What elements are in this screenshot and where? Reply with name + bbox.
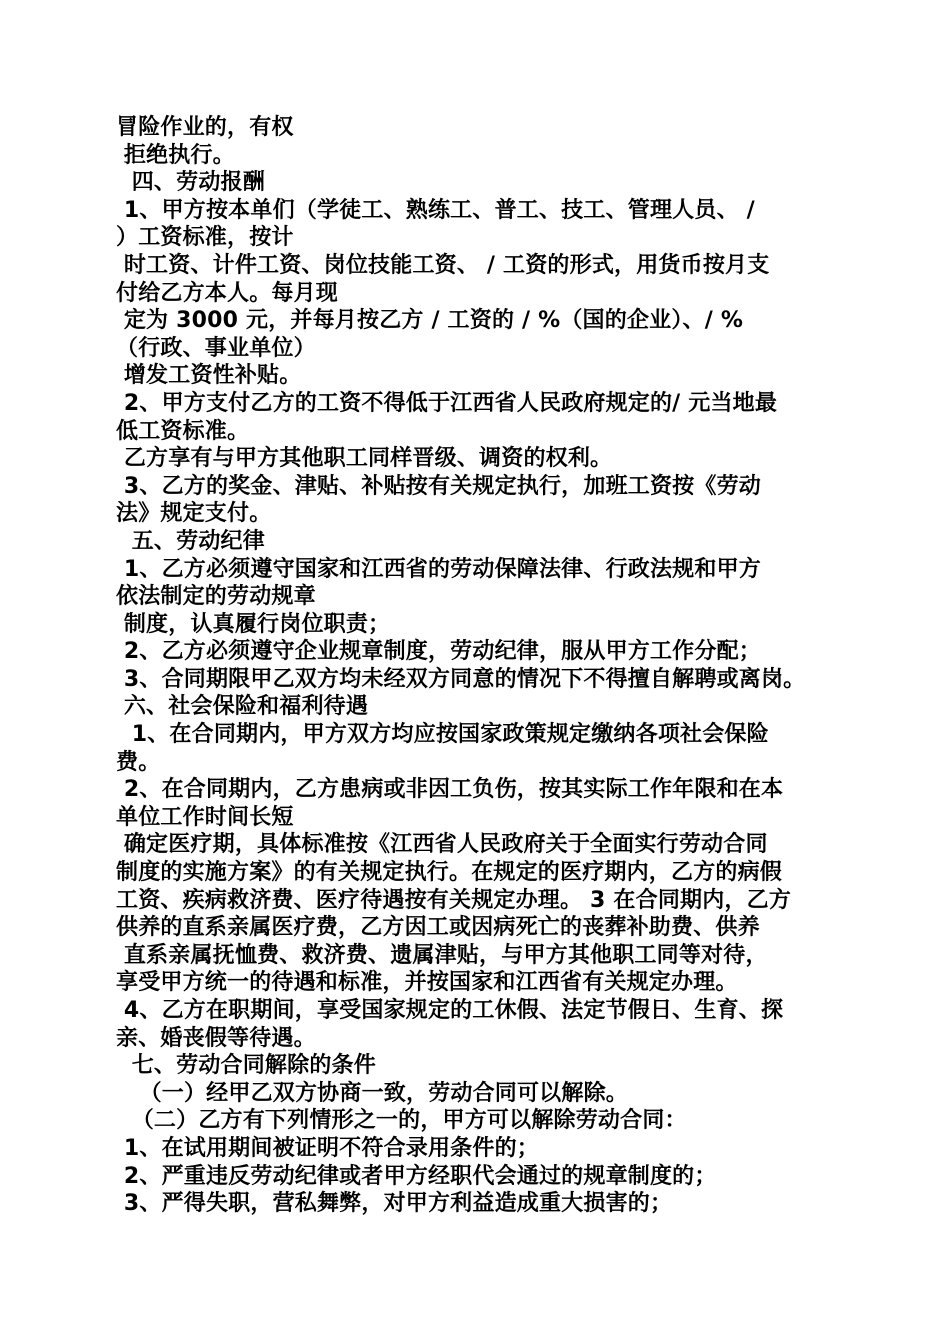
text-line: 冒险作业的，有权 (116, 115, 294, 140)
text-line: （一）经甲乙双方协商一致，劳动合同可以解除。 (116, 1080, 628, 1106)
text-line: 付给乙方本人。每月现 (116, 280, 339, 306)
text-line: 3、合同期限甲乙双方均未经双方同意的情况下不得擅自解聘或离岗。 (116, 666, 806, 692)
text-line: 享受甲方统一的待遇和标准，并按国家和江西省有关规定办理。 (116, 970, 738, 996)
text-line: 3、严得失职，营私舞弊，对甲方利益造成重大损害的； (116, 1191, 673, 1217)
text-line: 低工资标准。 (116, 418, 250, 444)
text-line: 1、在试用期间被证明不符合录用条件的； (116, 1135, 539, 1161)
text-line: 确定医疗期，具体标准按《江西省人民政府关于全面实行劳动合同 (116, 832, 768, 858)
text-line: 拒绝执行。 (116, 142, 235, 168)
text-line: 法》规定支付。 (116, 501, 272, 527)
text-line: 六、社会保险和福利待遇 (116, 694, 369, 720)
text-line: 1、甲方按本单们（学徒工、熟练工、普工、技工、管理人员、 / (116, 197, 755, 223)
text-line: 3、乙方的奖金、津贴、补贴按有关规定执行，加班工资按《劳动 (116, 473, 761, 499)
text-line: 2、甲方支付乙方的工资不得低于江西省人民政府规定的/ 元当地最 (116, 390, 778, 416)
text-line: 供养的直系亲属医疗费，乙方因工或因病死亡的丧葬补助费、供养 (116, 915, 760, 941)
text-line: 增发工资性补贴。 (116, 363, 302, 389)
text-line: 2、乙方必须遵守企业规章制度，劳动纪律，服从甲方工作分配； (116, 639, 761, 665)
text-line: 制度的实施方案》的有关规定执行。在规定的医疗期内，乙方的病假 (116, 860, 783, 886)
text-line: （行政、事业单位） (116, 335, 316, 361)
text-line: 定为 3000 元，并每月按乙方 / 工资的 / %（国的企业）、/ % (116, 308, 744, 334)
text-line: 1、在合同期内，甲方双方均应按国家政策规定缴纳各项社会保险 (116, 722, 769, 748)
text-line: 亲、婚丧假等待遇。 (116, 1025, 316, 1051)
text-line: 四、劳动报酬 (116, 170, 265, 196)
text-line: 费。 (116, 749, 161, 775)
text-line: 五、劳动纪律 (116, 528, 265, 554)
text-line: 1、乙方必须遵守国家和江西省的劳动保障法律、行政法规和甲方 (116, 556, 761, 582)
document-body (116, 114, 856, 1218)
text-line: 2、严重违反劳动纪律或者甲方经职代会通过的规章制度的； (116, 1163, 717, 1189)
text-line: 制度，认真履行岗位职责； (116, 611, 391, 637)
text-line: 依法制定的劳动规章 (116, 584, 316, 610)
text-line: 直系亲属抚恤费、救济费、遗属津贴，与甲方其他职工同等对待， (116, 942, 768, 968)
text-line: ）工资标准，按计 (116, 225, 294, 251)
text-line: （二）乙方有下列情形之一的，甲方可以解除劳动合同： (116, 1108, 687, 1134)
text-line: 时工资、计件工资、岗位技能工资、 / 工资的形式，用货币按月支 (116, 252, 770, 278)
text-line: 4、乙方在职期间，享受国家规定的工休假、法定节假日、生育、探 (116, 998, 784, 1023)
text-line: 乙方享有与甲方其他职工同样晋级、调资的权利。 (116, 446, 613, 472)
text-line: 2、在合同期内，乙方患病或非因工负伤，按其实际工作年限和在本 (116, 777, 784, 803)
text-line: 工资、疾病救济费、医疗待遇按有关规定办理。 3 在合同期内，乙方 (116, 887, 792, 913)
text-line: 单位工作时间长短 (116, 804, 294, 830)
text-line: 七、劳动合同解除的条件 (116, 1053, 376, 1079)
